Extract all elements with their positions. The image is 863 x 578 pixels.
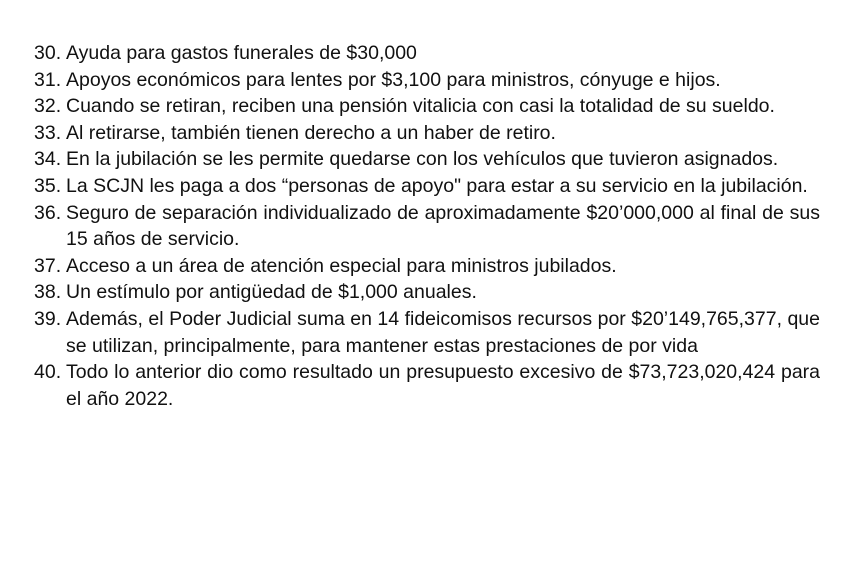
item-number: 39. <box>34 307 62 330</box>
item-text: Acceso a un área de atención especial para ministros jubilados. <box>66 254 617 277</box>
item-number: 37. <box>34 254 62 277</box>
item-number: 34. <box>34 148 62 171</box>
list-item <box>34 146 820 173</box>
item-text: Ayuda para gastos funerales de $30,000 <box>66 42 417 64</box>
list-item <box>34 200 820 253</box>
item-text: Un estímulo por antigüedad de $1,000 anuales. <box>66 281 477 304</box>
list-item <box>34 306 820 359</box>
item-number: 40. <box>34 361 62 384</box>
item-number: 32. <box>34 95 62 118</box>
item-number: 38. <box>34 281 62 304</box>
list-item <box>34 253 820 280</box>
item-text: La SCJN les paga a dos “personas de apoyo" para estar a su servicio en la jubilación. <box>66 174 808 197</box>
item-text: Seguro de separación individualizado de aproximadamente $20’000,000 al final de sus 15 años de servicio. <box>66 201 820 251</box>
list-item <box>34 40 820 67</box>
item-text: Al retirarse, también tienen derecho a un haber de retiro. <box>66 121 556 144</box>
item-text: Además, el Poder Judicial suma en 14 fideicomisos recursos por $20’149,765,377, que se utilizan, principalmente, para mantener estas prestaciones de por vida <box>66 307 820 357</box>
item-text: En la jubilación se les permite quedarse con los vehículos que tuvieron asignados. <box>66 148 779 171</box>
benefits-list <box>34 40 820 412</box>
item-text: Todo lo anterior dio como resultado un presupuesto excesivo de $73,723,020,424 para el año 2022. <box>66 361 820 410</box>
list-item <box>34 93 820 120</box>
list-item <box>34 359 820 412</box>
item-number: 30. <box>34 42 62 64</box>
item-number: 33. <box>34 121 62 144</box>
item-number: 35. <box>34 174 62 197</box>
list-item <box>34 120 820 147</box>
list-item <box>34 173 820 200</box>
list-item <box>34 279 820 306</box>
item-number: 31. <box>34 68 62 91</box>
item-number: 36. <box>34 201 62 224</box>
item-text: Cuando se retiran, reciben una pensión vitalicia con casi la totalidad de su sueldo. <box>66 95 775 118</box>
item-text: Apoyos económicos para lentes por $3,100 para ministros, cónyuge e hijos. <box>66 68 721 91</box>
list-item <box>34 67 820 94</box>
